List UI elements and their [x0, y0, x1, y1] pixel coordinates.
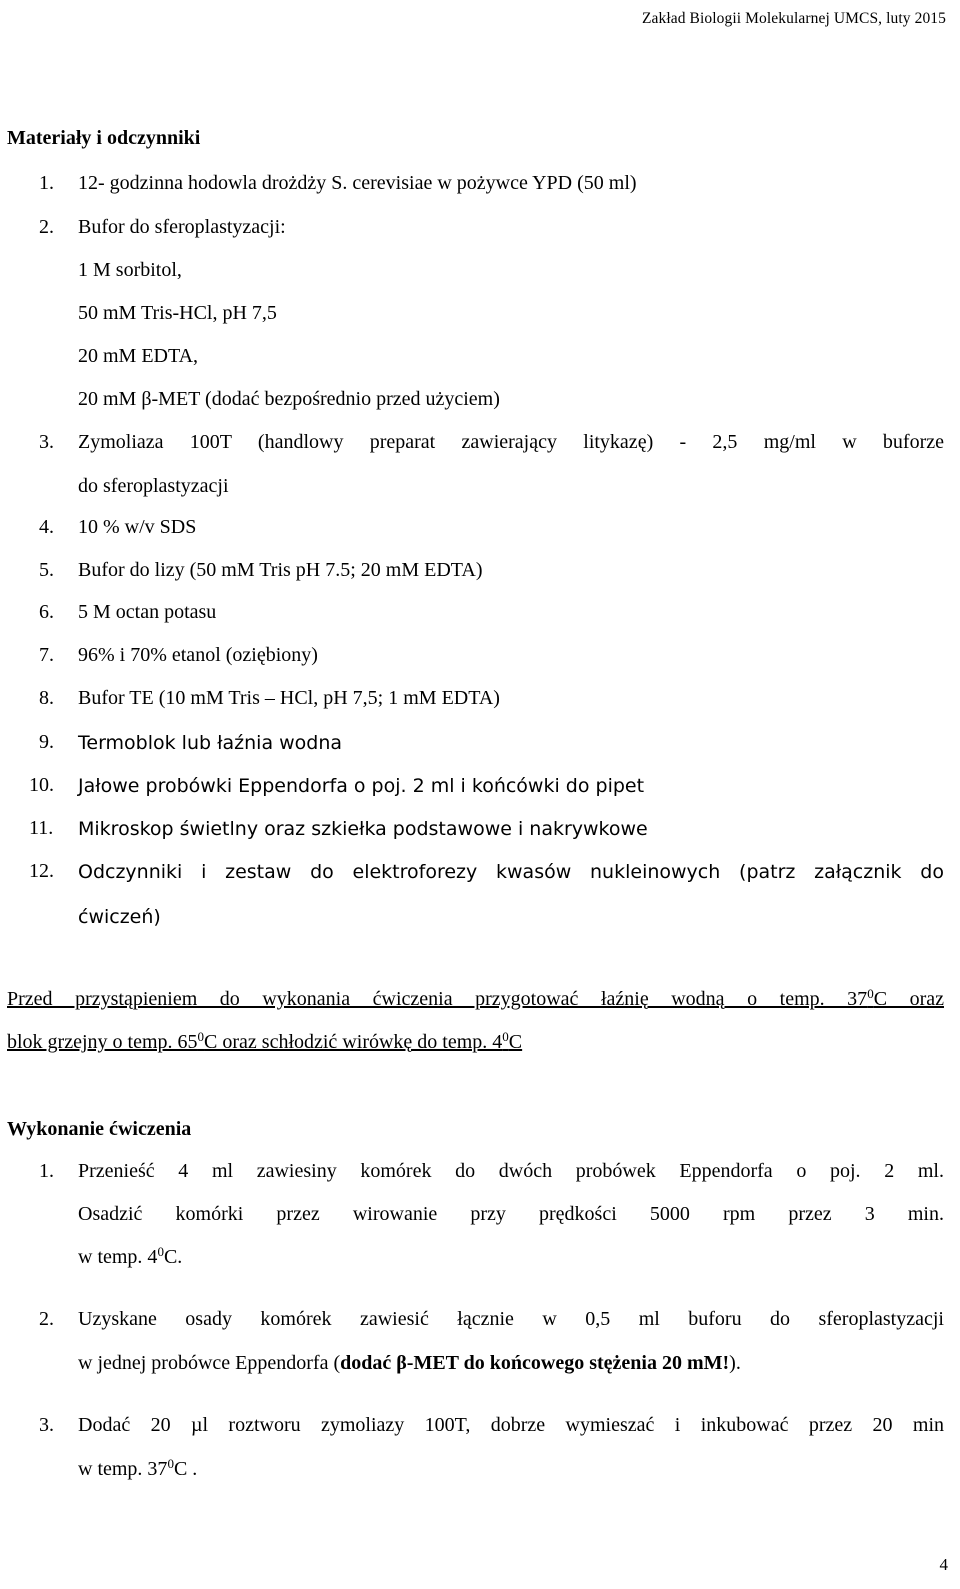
list-item: 50 mM Tris-HCl, pH 7,5: [78, 302, 277, 324]
list-item-number: 6.: [39, 601, 54, 623]
step-number: 2.: [39, 1308, 54, 1330]
bold-instruction: dodać β-MET do końcowego stężenia 20 mM!: [340, 1352, 730, 1374]
procedure-title: Wykonanie ćwiczenia: [7, 1118, 192, 1140]
list-item: Termoblok lub łaźnia wodna: [78, 732, 343, 754]
step-text: w temp. $4^0C$.: [78, 1244, 183, 1268]
list-item: Bufor do sferoplastyzacji:: [78, 216, 286, 238]
materials-title: Materiały i odczynniki: [7, 127, 201, 149]
list-item: Bufor do lizy (50 mM Tris pH 7.5; 20 mM EDTA): [78, 559, 483, 581]
list-item-number: 12.: [29, 860, 54, 882]
list-item-number: 8.: [39, 687, 54, 709]
list-item-number: 2.: [39, 216, 54, 238]
preparation-note-line-1: Przed przystąpieniem do wykonania ćwiczenia przygotować łaźnię wodną o temp. $37^0C$ oraz: [7, 986, 944, 1010]
list-item-number: 7.: [39, 644, 54, 666]
list-item: Jałowe probówki Eppendorfa o poj. 2 ml i końcówki do pipet: [78, 775, 645, 797]
list-item: do sferoplastyzacji: [78, 475, 229, 497]
list-item-number: 10.: [29, 774, 54, 796]
list-item-number: 5.: [39, 559, 54, 581]
step-text: Osadzić komórki przez wirowanie przy prędkości 5000 rpm przez 3 min.: [78, 1203, 944, 1225]
step-text: w temp. $37^0C$ .: [78, 1456, 198, 1480]
preparation-note-line-2: blok grzejny o temp. $65^0C$ oraz schłodzić wirówkę do temp. $4^0C$: [7, 1029, 523, 1053]
list-item: 20 mM β-MET (dodać bezpośrednio przed użyciem): [78, 388, 500, 410]
list-item-number: 11.: [29, 817, 54, 839]
step-number: 1.: [39, 1160, 54, 1182]
step-text: Uzyskane osady komórek zawiesić łącznie w 0,5 ml buforu do sferoplastyzacji: [78, 1308, 944, 1330]
list-item: 1 M sorbitol,: [78, 259, 182, 281]
step-text: w jednej probówce Eppendorfa (dodać β-MET do końcowego stężenia 20 mM!).: [78, 1352, 741, 1374]
step-number: 3.: [39, 1414, 54, 1436]
list-item: 20 mM EDTA,: [78, 345, 199, 367]
step-text: Przenieść 4 ml zawiesiny komórek do dwóch probówek Eppendorfa o poj. 2 ml.: [78, 1160, 944, 1182]
list-item-number: 9.: [39, 731, 54, 753]
list-item: 12- godzinna hodowla drożdży S. cerevisiae w pożywce YPD (50 ml): [78, 172, 637, 194]
list-item: Zymoliaza 100T (handlowy preparat zawierający litykazę) - 2,5 mg/ml w buforze: [78, 431, 944, 453]
page-number: 4: [939, 1555, 948, 1574]
list-item: Odczynniki i zestaw do elektroforezy kwasów nukleinowych (patrz załącznik do: [78, 861, 944, 883]
list-item: Mikroskop świetlny oraz szkiełka podstawowe i nakrywkowe: [78, 818, 648, 840]
list-item: 10 % w/v SDS: [78, 516, 197, 538]
list-item-number: 4.: [39, 516, 54, 538]
list-item: 96% i 70% etanol (oziębiony): [78, 644, 318, 666]
list-item: Bufor TE (10 mM Tris – HCl, pH 7,5; 1 mM EDTA): [78, 687, 500, 709]
list-item-number: 3.: [39, 431, 54, 453]
list-item: 5 M octan potasu: [78, 601, 217, 623]
list-item: ćwiczeń): [78, 906, 161, 928]
step-text: Dodać 20 µl roztworu zymoliazy 100T, dobrze wymieszać i inkubować przez 20 min: [78, 1414, 944, 1436]
page-header: Zakład Biologii Molekularnej UMCS, luty 2015: [641, 10, 946, 27]
list-item-number: 1.: [39, 172, 54, 194]
